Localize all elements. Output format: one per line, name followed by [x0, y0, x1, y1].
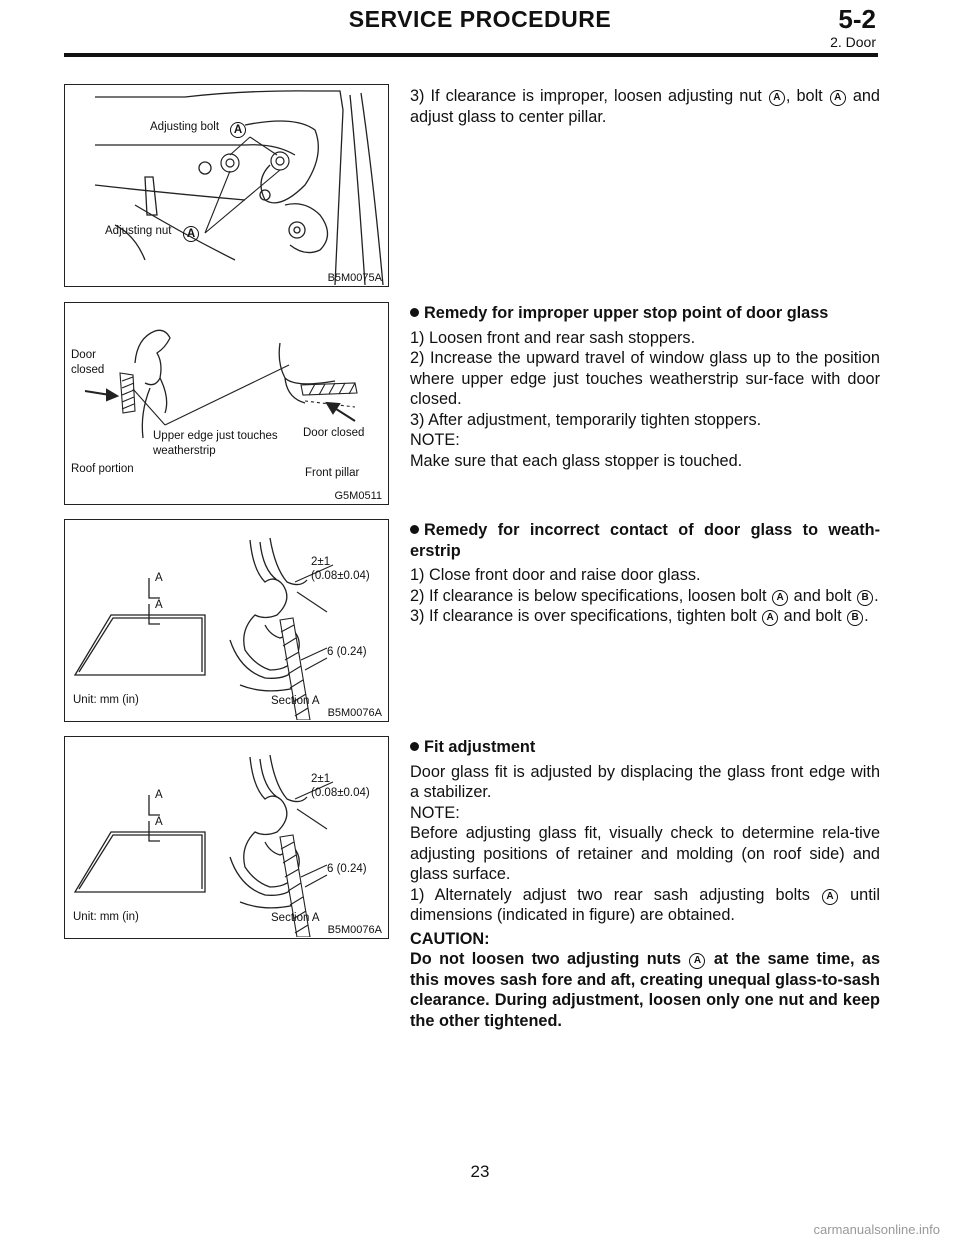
text: until dimensions (indicated in figure) are obtained. — [410, 885, 880, 924]
section-upper-stop — [410, 303, 880, 471]
bullet-icon — [410, 308, 419, 317]
figure-weatherstrip-contact — [64, 519, 389, 722]
page-number: 23 — [470, 1162, 490, 1181]
label-section: Section A — [271, 695, 320, 707]
figure-fit-drawing — [65, 737, 387, 937]
marker-a: A — [183, 226, 199, 242]
note-text: Make sure that each glass stopper is touched. — [410, 451, 743, 470]
note-text: Before adjusting glass fit, visually check to determine rela-tive adjusting positions of retainer and molding (on roof side) and glass surface. — [410, 824, 880, 883]
marker-a: A — [830, 90, 846, 106]
label-section-a: A — [155, 599, 163, 611]
label-door-closed: Door closed — [303, 427, 365, 439]
text: and bolt — [783, 607, 842, 625]
page-title: SERVICE PROCEDURE — [348, 6, 612, 32]
marker-a: A — [769, 90, 785, 106]
figure-adjusting-bolt-drawing — [65, 85, 387, 285]
text: 3) If clearance is improper, loosen adjusting nut — [410, 87, 762, 105]
label-clearance-in: (0.08±0.04) — [311, 787, 370, 799]
section-heading: Fit adjustment — [424, 738, 536, 756]
step: 3) After adjustment, temporarily tighten stoppers. — [410, 410, 762, 429]
marker-a: A — [230, 122, 246, 138]
label-overlap: 6 (0.24) — [327, 646, 367, 658]
label-unit: Unit: mm (in) — [73, 694, 139, 706]
step-adjust-center-pillar — [410, 86, 880, 127]
marker-a: A — [772, 590, 788, 606]
note-label: NOTE: — [410, 803, 460, 822]
label-clearance-in: (0.08±0.04) — [311, 570, 370, 582]
text: and bolt — [793, 586, 852, 605]
text: . — [874, 586, 879, 605]
paragraph: Door glass fit is adjusted by displacing the glass front edge with a stabilizer. — [410, 762, 880, 801]
section-number: 5-2 — [838, 4, 876, 34]
text: 2) If clearance is below specifications, loosen bolt — [410, 586, 767, 605]
marker-a: A — [822, 889, 838, 905]
label-door: Door — [71, 349, 96, 361]
bullet-icon — [410, 525, 419, 534]
step: 1) Close front door and raise door glass. — [410, 566, 701, 584]
label-closed: closed — [71, 364, 105, 376]
label-front-pillar: Front pillar — [305, 467, 360, 479]
section-heading: Remedy for improper upper stop point of door glass — [424, 304, 829, 322]
label-weatherstrip: weatherstrip — [153, 445, 216, 457]
figure-code: B5M0075A — [327, 272, 382, 284]
marker-a: A — [762, 610, 778, 626]
figure-code: B5M0076A — [327, 707, 382, 719]
caution-label: CAUTION: — [410, 929, 490, 948]
marker-b: B — [857, 590, 873, 606]
bullet-icon — [410, 742, 419, 751]
subsection-title: 2. Door — [830, 34, 876, 50]
section-fit-adjustment — [410, 737, 880, 1031]
label-clearance: 2±1 — [311, 773, 331, 785]
label-adjusting-bolt: Adjusting bolt — [150, 121, 220, 133]
label-roof-portion: Roof portion — [71, 463, 134, 475]
figure-fit-adjustment — [64, 736, 389, 939]
figure-adjusting-bolt — [64, 84, 389, 287]
label-upper-edge: Upper edge just touches — [153, 430, 278, 442]
header-rule — [64, 53, 878, 57]
section-heading: Remedy for incorrect contact of door glass to weath-erstrip — [410, 521, 880, 560]
figure-upper-stop — [64, 302, 389, 505]
step: 1) Loosen front and rear sash stoppers. — [410, 328, 696, 347]
text: , bolt — [785, 87, 823, 105]
caution-text: at the same time, as this moves sash fore and aft, creating unequal glass-to-sash clearance. During adjustment, loosen only one nut and keep the other tightened. — [410, 950, 880, 1030]
watermark: carmanualsonline.info — [813, 1222, 940, 1237]
label-section-a: A — [155, 816, 163, 828]
text: 3) If clearance is over specifications, tighten bolt — [410, 607, 757, 625]
label-section-a: A — [155, 789, 163, 801]
marker-b: B — [847, 610, 863, 626]
label-section-a: A — [155, 572, 163, 584]
label-adjusting-nut: Adjusting nut — [105, 225, 172, 237]
note-label: NOTE: — [410, 431, 460, 449]
text: 1) Alternately adjust two rear sash adjusting bolts — [410, 885, 810, 904]
label-overlap: 6 (0.24) — [327, 863, 367, 875]
marker-a: A — [689, 953, 705, 969]
text: . — [864, 607, 869, 625]
figure-weatherstrip-drawing — [65, 520, 387, 720]
text: and adjust glass to center pillar. — [410, 87, 880, 126]
section-weatherstrip-contact — [410, 520, 880, 627]
label-clearance: 2±1 — [311, 556, 331, 568]
figure-code: G5M0511 — [334, 490, 382, 502]
label-section: Section A — [271, 912, 320, 924]
caution-text: Do not loosen two adjusting nuts — [410, 950, 682, 968]
label-unit: Unit: mm (in) — [73, 911, 139, 923]
step: 2) Increase the upward travel of window glass up to the position where upper edge just touches weatherstrip sur-face with door closed. — [410, 349, 880, 408]
figure-code: B5M0076A — [327, 924, 382, 936]
